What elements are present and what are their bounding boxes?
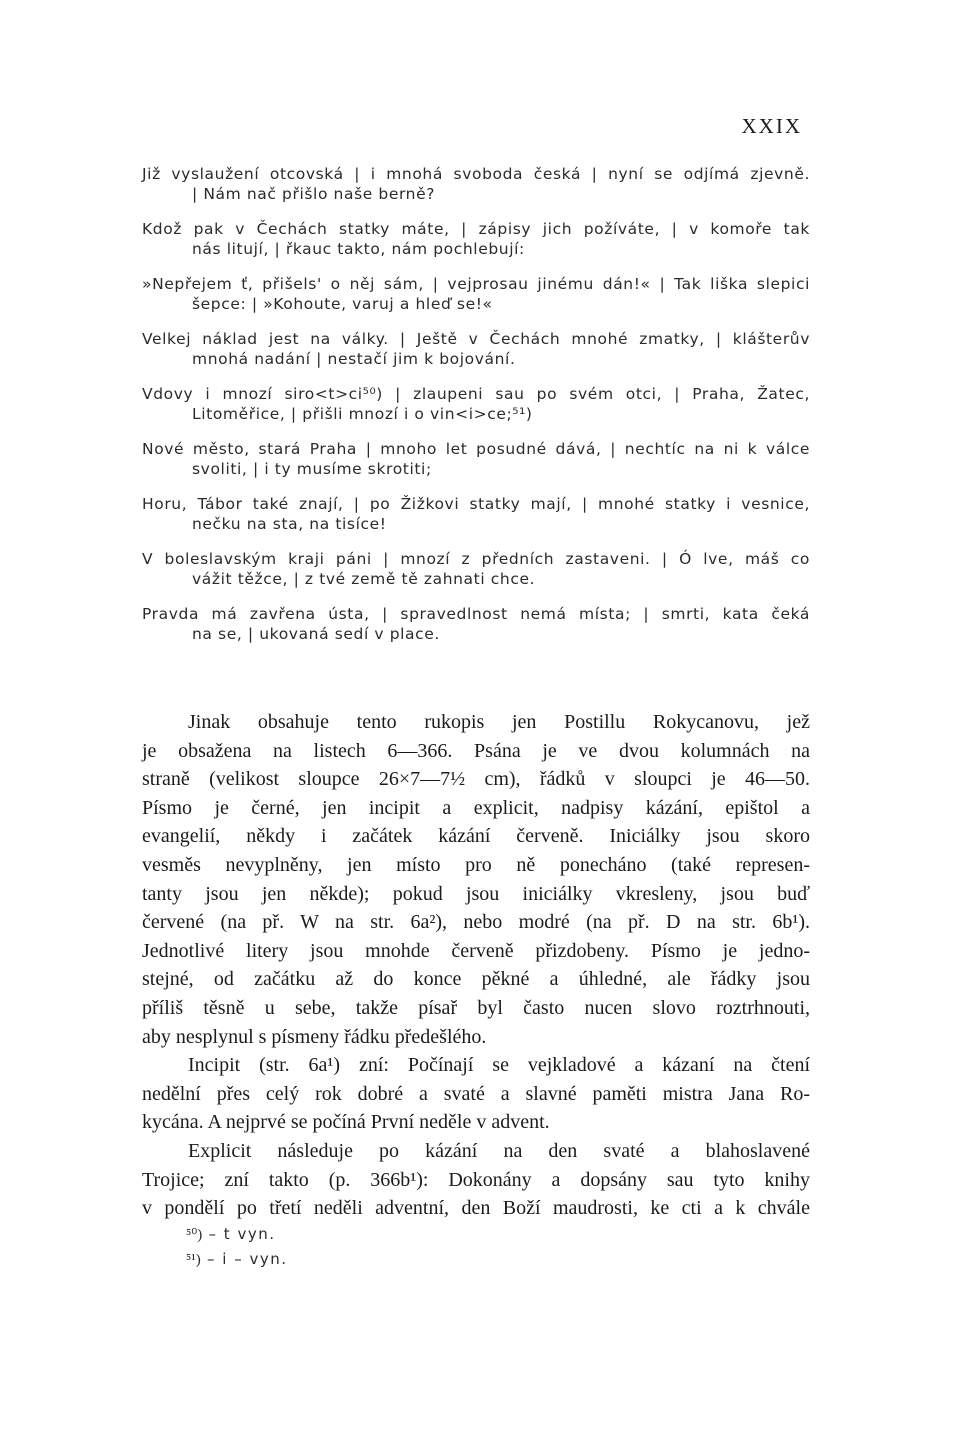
verse [142,494,810,534]
body-line: evangelií, někdy i začátek kázání červeně. Iniciálky jsou skoro [142,825,810,848]
verse-line: V boleslavským kraji páni | mnozí z předních zastaveni. | Ó lve, máš co [142,550,810,568]
verse [142,549,810,589]
body-line: tanty jsou jen někde); pokud jsou iniciálky vkresleny, jsou buď [142,882,810,905]
body-line: Explicit následuje po kázání na den svaté a blahoslavené [188,1139,810,1162]
verse-line: Již vyslaužení otcovská | i mnohá svoboda česká | nyní se odjímá zjevně. [142,165,810,183]
verse-line: na se, | ukovaná sedí v place. [192,625,440,643]
body-line: Písmo je černé, jen incipit a explicit, nadpisy kázání, epištol a [142,796,810,819]
verse-line: šepce: | »Kohoute, varuj a hleď se!« [192,295,493,313]
body-line: červené (na př. W na str. 6a²), nebo modré (na př. D na str. 6b¹). [142,911,810,934]
verse-line: Pravda má zavřena ústa, | spravedlnost nemá místa; | smrti, kata čeká [142,605,810,623]
verse-line: vážit těžce, | z tvé země tě zahnati chce. [192,570,536,588]
verse [142,439,810,479]
verse [142,274,810,314]
body-line: kycána. A nejprvé se počíná První neděle v advent. [142,1111,550,1134]
body-line: Incipit (str. 6a¹) zní: Počínají se vejkladové a kázaní na čtení [188,1054,810,1077]
body-line: příliš těsně u sebe, takže písař byl často nucen slovo roztrhnouti, [142,996,810,1019]
body-line: Jinak obsahuje tento rukopis jen Postillu Rokycanovu, jež [188,711,810,733]
body-line: Trojice; zní takto (p. 366b¹): Dokonány a dopsány sau tyto knihy [142,1168,810,1191]
verse [142,604,810,644]
verse-line: nás litují, | řkauc takto, nám pochlebují: [192,240,525,258]
footnote-text: – i – vyn. [207,1250,288,1268]
page-number: XXIX [741,114,802,138]
body-line: aby nesplynul s písmeny řádku předešlého. [142,1025,487,1048]
verse-line: »Nepřejem ť, přišels' o něj sám, | vejprosau jinému dán!« | Tak liška slepici [142,275,810,293]
body-text [142,708,810,1223]
verse-line: Nové město, stará Praha | mnoho let posudné dává, | nechtíc na ni k válce [142,440,810,458]
body-line: je obsažena na listech 6—366. Psána je ve dvou kolumnách na [142,739,810,762]
verse-line: Kdož pak v Čechách statky máte, | zápisy jich požíváte, | v komoře tak [142,220,810,238]
body-line: Jednotlivé litery jsou mnohde červeně přizdobeny. Písmo je jedno- [142,939,810,962]
footnote [186,1247,288,1272]
verse-line: nečku na sta, na tisíce! [192,515,387,533]
footnote-mark: ⁵⁰) [186,1227,203,1243]
verse [142,164,810,204]
verse-line: mnohá nadání | nestačí jim k bojování. [192,350,516,368]
verse [142,384,810,424]
footnotes [186,1222,288,1272]
verse-line: Velkej náklad jest na války. | Ještě v Čechách mnohé zmatky, | klášterův [142,330,810,348]
body-line: vesměs nevyplněny, jen místo pro ně ponecháno (také represen- [142,853,810,876]
verse-line: Vdovy i mnozí siro<t>ci⁵⁰) | zlaupeni sau po svém otci, | Praha, Žatec, [142,385,810,403]
body-line: straně (velikost sloupce 26×7—7½ cm), řádků v sloupci je 46—50. [142,768,810,791]
verse [142,329,810,369]
footnote-mark: ⁵¹) [186,1252,201,1268]
verse-line: Horu, Tábor také znají, | po Žižkovi statky mají, | mnohé statky i vesnice, [142,495,810,513]
verse-block [142,164,810,659]
body-line: nedělní přes celý rok dobré a svaté a slavné paměti mistra Jana Ro- [142,1082,810,1105]
verse-line: svoliti, | i ty musíme skrotiti; [192,460,432,478]
footnote-text: – t vyn. [208,1225,276,1243]
footnote [186,1222,288,1247]
verse [142,219,810,259]
body-line: v pondělí po třetí neděli adventní, den Boží maudrosti, ke cti a k chvále [142,1197,810,1220]
body-line: stejné, od začátku až do konce pěkné a úhledné, ale řádky jsou [142,968,810,991]
verse-line: | Nám nač přišlo naše berně? [192,185,436,203]
verse-line: Litoměřice, | přišli mnozí i o vin<i>ce;⁵¹) [192,405,533,423]
